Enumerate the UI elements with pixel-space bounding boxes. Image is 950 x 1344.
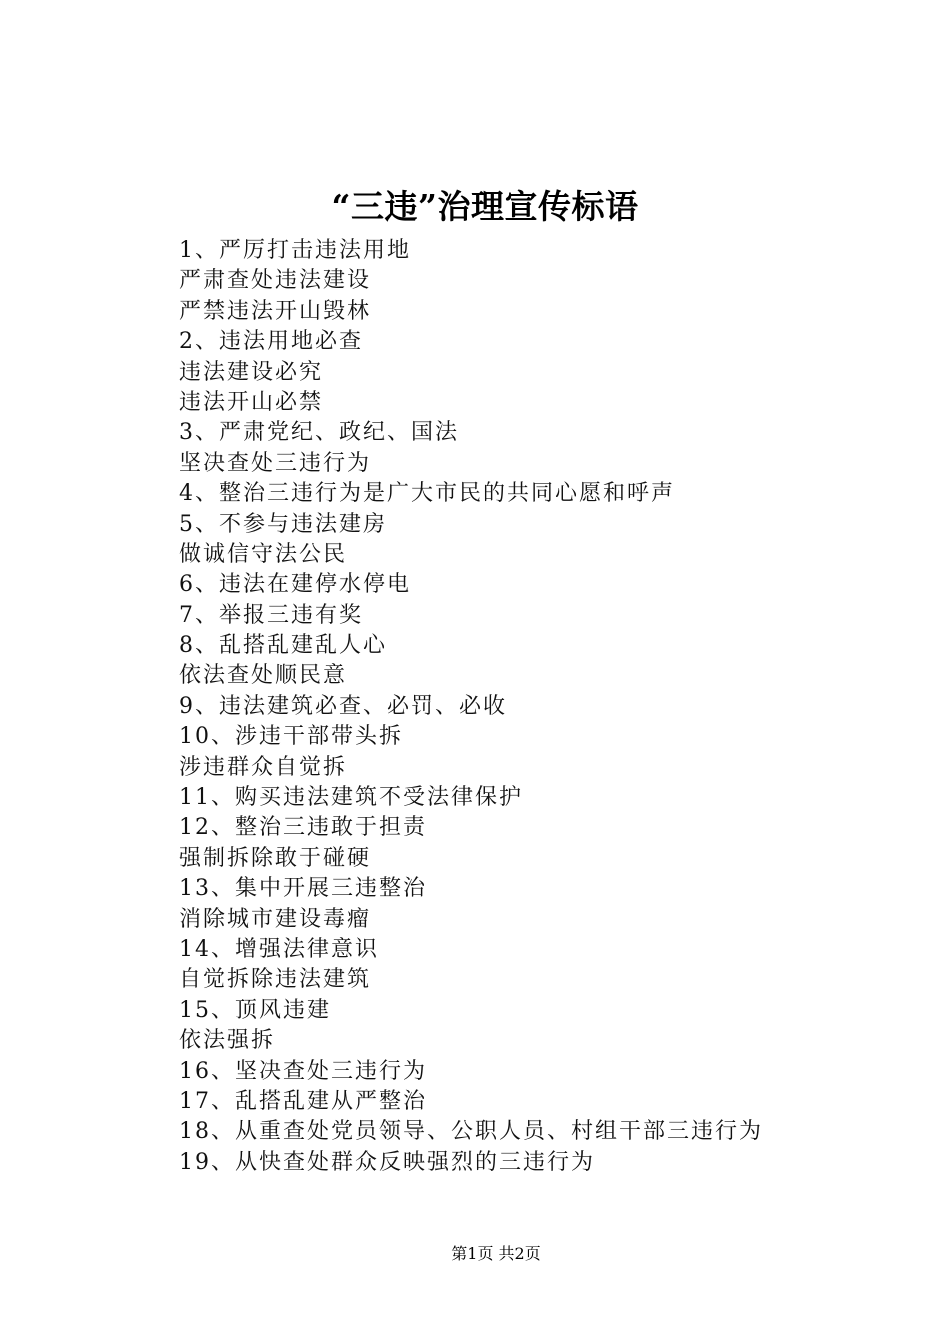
slogan-line: 18、从重查处党员领导、公职人员、村组干部三违行为 xyxy=(179,1119,763,1145)
slogan-line: 10、涉违干部带头拆 xyxy=(179,724,403,750)
slogan-line: 做诚信守法公民 xyxy=(179,541,348,567)
slogan-line: 依法查处顺民意 xyxy=(179,663,348,689)
slogan-line: 14、增强法律意识 xyxy=(179,936,379,962)
slogan-line: 违法建设必究 xyxy=(179,359,324,385)
slogan-line: 坚决查处三违行为 xyxy=(179,450,372,476)
slogan-line: 依法强拆 xyxy=(179,1028,276,1054)
slogan-line: 严禁违法开山毁林 xyxy=(179,298,372,324)
slogan-line: 违法开山必禁 xyxy=(179,389,324,415)
slogan-line: 6、违法在建停水停电 xyxy=(179,572,411,598)
slogan-line: 9、违法建筑必查、必罚、必收 xyxy=(179,693,507,719)
slogan-line: 13、集中开展三违整治 xyxy=(179,876,427,902)
slogan-line: 涉违群众自觉拆 xyxy=(179,754,348,780)
slogan-line: 1、严厉打击违法用地 xyxy=(179,238,411,263)
slogan-line: 消除城市建设毒瘤 xyxy=(179,906,372,932)
slogan-line: 严肃查处违法建设 xyxy=(179,268,372,294)
slogan-line: 8、乱搭乱建乱人心 xyxy=(179,633,387,659)
slogan-line: 17、乱搭乱建从严整治 xyxy=(179,1088,427,1114)
slogan-line: 强制拆除敢于碰硬 xyxy=(179,845,372,871)
slogan-line: 2、违法用地必查 xyxy=(179,329,363,355)
slogan-line: 19、从快查处群众反映强烈的三违行为 xyxy=(179,1149,595,1175)
slogan-line: 自觉拆除违法建筑 xyxy=(179,967,372,993)
slogan-line: 5、不参与违法建房 xyxy=(179,511,387,537)
slogan-line: 3、严肃党纪、政纪、国法 xyxy=(179,420,459,446)
slogan-list xyxy=(179,236,763,1178)
page-footer: 第1页 共2页 xyxy=(451,1244,541,1263)
slogan-line: 15、顶风违建 xyxy=(179,997,331,1023)
slogan-line: 11、购买违法建筑不受法律保护 xyxy=(179,785,523,811)
document-title: “三违”治理宣传标语 xyxy=(331,187,639,226)
slogan-line: 7、举报三违有奖 xyxy=(179,602,363,628)
slogan-line: 12、整治三违敢于担责 xyxy=(179,815,427,841)
slogan-line: 4、整治三违行为是广大市民的共同心愿和呼声 xyxy=(179,481,675,507)
slogan-line: 16、坚决查处三违行为 xyxy=(179,1058,427,1084)
